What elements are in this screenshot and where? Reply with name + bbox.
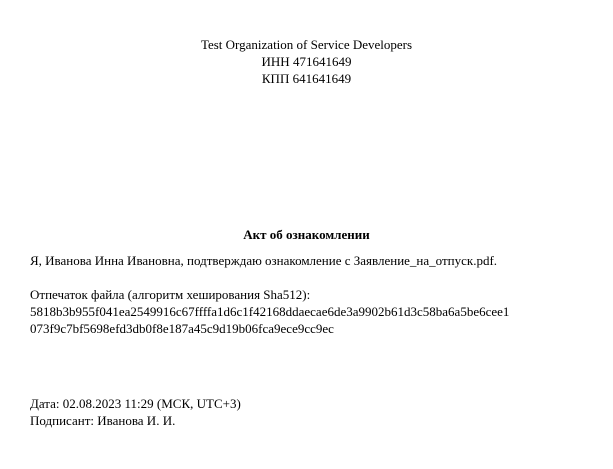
fingerprint-hash-line-2: 073f9c7bf5698efd3db0f8e187a45c9d19b06fca9ece9cc9ec: [30, 321, 334, 336]
organization-name: Test Organization of Service Developers: [200, 37, 413, 52]
organization-header: [0, 36, 613, 87]
signing-date: Дата: 02.08.2023 11:29 (МСК, UTC+3): [30, 396, 241, 411]
signature-block: [30, 395, 241, 429]
inn-number: ИНН 471641649: [261, 54, 352, 69]
acknowledgement-statement: Я, Иванова Инна Ивановна, подтверждаю ознакомление с Заявление_на_отпуск.pdf.: [30, 253, 498, 268]
kpp-number: КПП 641641649: [261, 71, 352, 86]
file-fingerprint: [30, 286, 509, 337]
document-title: Акт об ознакомлении: [243, 227, 370, 242]
signer-name: Подписант: Иванова И. И.: [30, 413, 176, 428]
fingerprint-label: Отпечаток файла (алгоритм хеширования Sha512):: [30, 287, 311, 302]
fingerprint-hash-line-1: 5818b3b955f041ea2549916c67ffffa1d6c1f42168ddaecae6de3a9902b61d3c58ba6a5be6cee1: [30, 304, 510, 319]
